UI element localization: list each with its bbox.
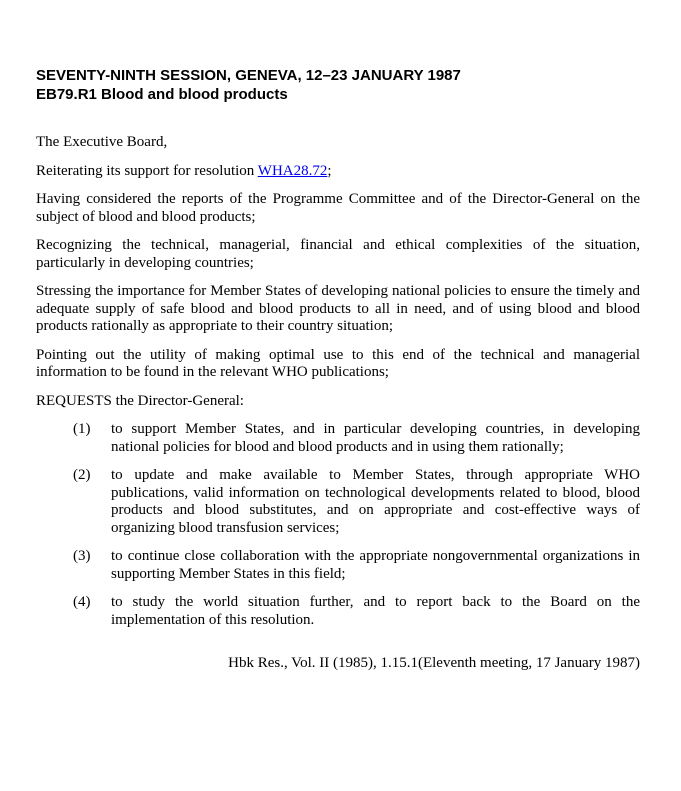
request-item: [36, 548, 640, 583]
request-text: to continue close collaboration with the appropriate nongovernmental organizations in supporting Member States in this field;: [111, 548, 640, 582]
reiterating-paragraph: [36, 163, 640, 181]
recognizing-paragraph: Recognizing the technical, managerial, financial and ethical complexities of the situation, particularly in developing countries;: [36, 237, 640, 271]
session-heading: SEVENTY-NINTH SESSION, GENEVA, 12–23 JANUARY 1987: [36, 67, 461, 84]
request-number: (1): [73, 421, 91, 437]
salutation: The Executive Board,: [36, 134, 168, 150]
request-text: to update and make available to Member States, through appropriate WHO publications, valid information on technological developments related to blood, blood products and blood substitutes, and on appropriate and cost-effective ways of organizing blood transfusion services;: [111, 467, 640, 536]
pointing-out-paragraph: Pointing out the utility of making optimal use to this end of the technical and managerial information to be found in the relevant WHO publications;: [36, 346, 640, 380]
reiterating-suffix: ;: [327, 162, 332, 179]
requests-list: [36, 421, 640, 629]
request-text: to study the world situation further, and to report back to the Board on the implementation of this resolution.: [111, 594, 640, 628]
resolution-reference-link[interactable]: WHA28.72: [257, 162, 328, 179]
document-page: [36, 66, 640, 684]
request-number: (2): [73, 467, 91, 483]
requests-intro: REQUESTS the Director-General:: [36, 392, 244, 409]
request-text: to support Member States, and in particular developing countries, in developing national policies for blood and blood products and in using them rationally;: [111, 421, 640, 455]
request-item: [36, 467, 640, 537]
citation: Hbk Res., Vol. II (1985), 1.15.1(Eleventh meeting, 17 January 1987): [228, 655, 640, 671]
stressing-paragraph: Stressing the importance for Member States of developing national policies to ensure the timely and adequate supply of safe blood and blood products to all in need, and of using blood and blood products rationally as appropriate to their country situation;: [36, 283, 640, 334]
resolution-body: [36, 134, 640, 673]
request-number: (4): [73, 594, 91, 610]
request-item: [36, 421, 640, 456]
resolution-title: EB79.R1 Blood and blood products: [36, 86, 288, 103]
reiterating-prefix: Reiterating its support for resolution: [36, 162, 258, 179]
having-considered-paragraph: Having considered the reports of the Programme Committee and of the Director-General on the subject of blood and blood products;: [36, 191, 640, 225]
request-item: [36, 594, 640, 629]
request-number: (3): [73, 548, 91, 564]
